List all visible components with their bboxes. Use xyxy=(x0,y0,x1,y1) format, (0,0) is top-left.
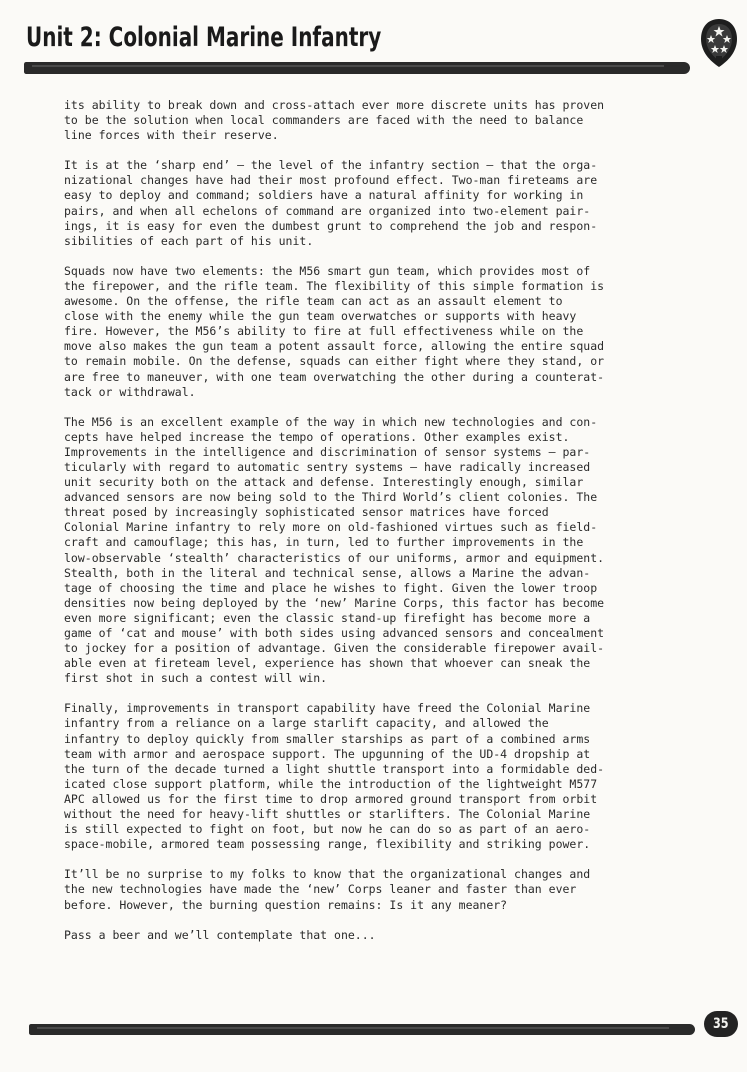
paragraph: Finally, improvements in transport capability have freed the Colonial Marine infantry from a reliance on a large starlift capacity, and allowed the infantry to deploy quickly from smaller starships as part of a combined arms team with armor and aerospace support. The upgunning of the UD-4 dropship at the turn of the decade turned a light shuttle transport into a formidable ded- icated close support platform, while the introduction of the lightweight M577 APC allowed us for the first time to drop armored ground transport from orbit without the need for heavy-lift shuttles or starlifters. The Colonial Marine is still expected to fight on foot, but now he can do so as part of an aero- space-mobile, armored team possessing range, flexibility and striking power. xyxy=(64,701,605,852)
page-number: 35 xyxy=(713,1016,729,1032)
paragraph: It is at the ‘sharp end’ – the level of the infantry section – that the orga- nizational changes have had their most profound effect. Two-man fireteams are easy to deploy and command; soldiers have a natural affinity for working in pairs, and when all echelons of command are organized into two-element pair- ings, it is easy for even the dumbest grunt to comprehend the job and respon- sibilities of each part of his unit. xyxy=(64,158,598,248)
paragraph: its ability to break down and cross-attach ever more discrete units has proven to be the solution when local commanders are faced with the need to balance line forces with their reserve. xyxy=(64,98,605,143)
paragraph: Pass a beer and we’ll contemplate that one... xyxy=(64,927,376,942)
page-number-badge xyxy=(704,1011,738,1037)
footer-divider-bar xyxy=(29,1024,695,1035)
page-header-title: Unit 2: Colonial Marine Infantry xyxy=(26,22,382,53)
header-divider-bar xyxy=(24,62,690,74)
paragraph: It’ll be no surprise to my folks to know that the organizational changes and the new technologies have made the ‘new’ Corps leaner and faster than ever before. However, the burning question remains: Is it any meaner? xyxy=(64,867,591,912)
paragraph: The M56 is an excellent example of the way in which new technologies and con- cepts have helped increase the tempo of operations. Other examples exist. Improvements in the intelligence and discrimination of sensor systems – par- ticularly with regard to automatic sentry systems – have radically increased unit security both on the attack and defense. Interestingly enough, similar advanced sensors are now being sold to the Third World’s client colonies. The threat posed by increasingly sophisticated sensor matrices have forced Colonial Marine infantry to rely more on old-fashioned virtues such as field- craft and camouflage; this has, in turn, led to further improvements in the low-observable ‘stealth’ characteristics of our uniforms, armor and equipment. Stealth, both in the literal and technical sense, allows a Marine the advan- tage of choosing the time and place he wishes to fight. Given the lower troop densities now being deployed by the ‘new’ Marine Corps, this factor has become even more significant; even the classic stand-up firefight has become more a game of ‘cat and mouse’ with both sides using advanced sensors and concealment to jockey for a position of advantage. Given the considerable firepower avail- able even at fireteam level, experience has shown that whoever can sneak the first shot in such a contest will win. xyxy=(64,414,605,686)
article-body xyxy=(64,98,624,958)
paragraph: Squads now have two elements: the M56 smart gun team, which provides most of the firepower, and the rifle team. The flexibility of this simple formation is awesome. On the offense, the rifle team can act as an assault element to close with the enemy while the gun team overwatches or supports with heavy fire. However, the M56’s ability to fire at full effectiveness while on the move also makes the gun team a potent assault force, allowing the entire squad to remain mobile. On the defense, squads can either fight where they stand, or are free to maneuver, with one team overwatching the other during a counterat- tack or withdrawal. xyxy=(64,263,605,399)
winged-star-emblem-icon xyxy=(699,15,739,71)
